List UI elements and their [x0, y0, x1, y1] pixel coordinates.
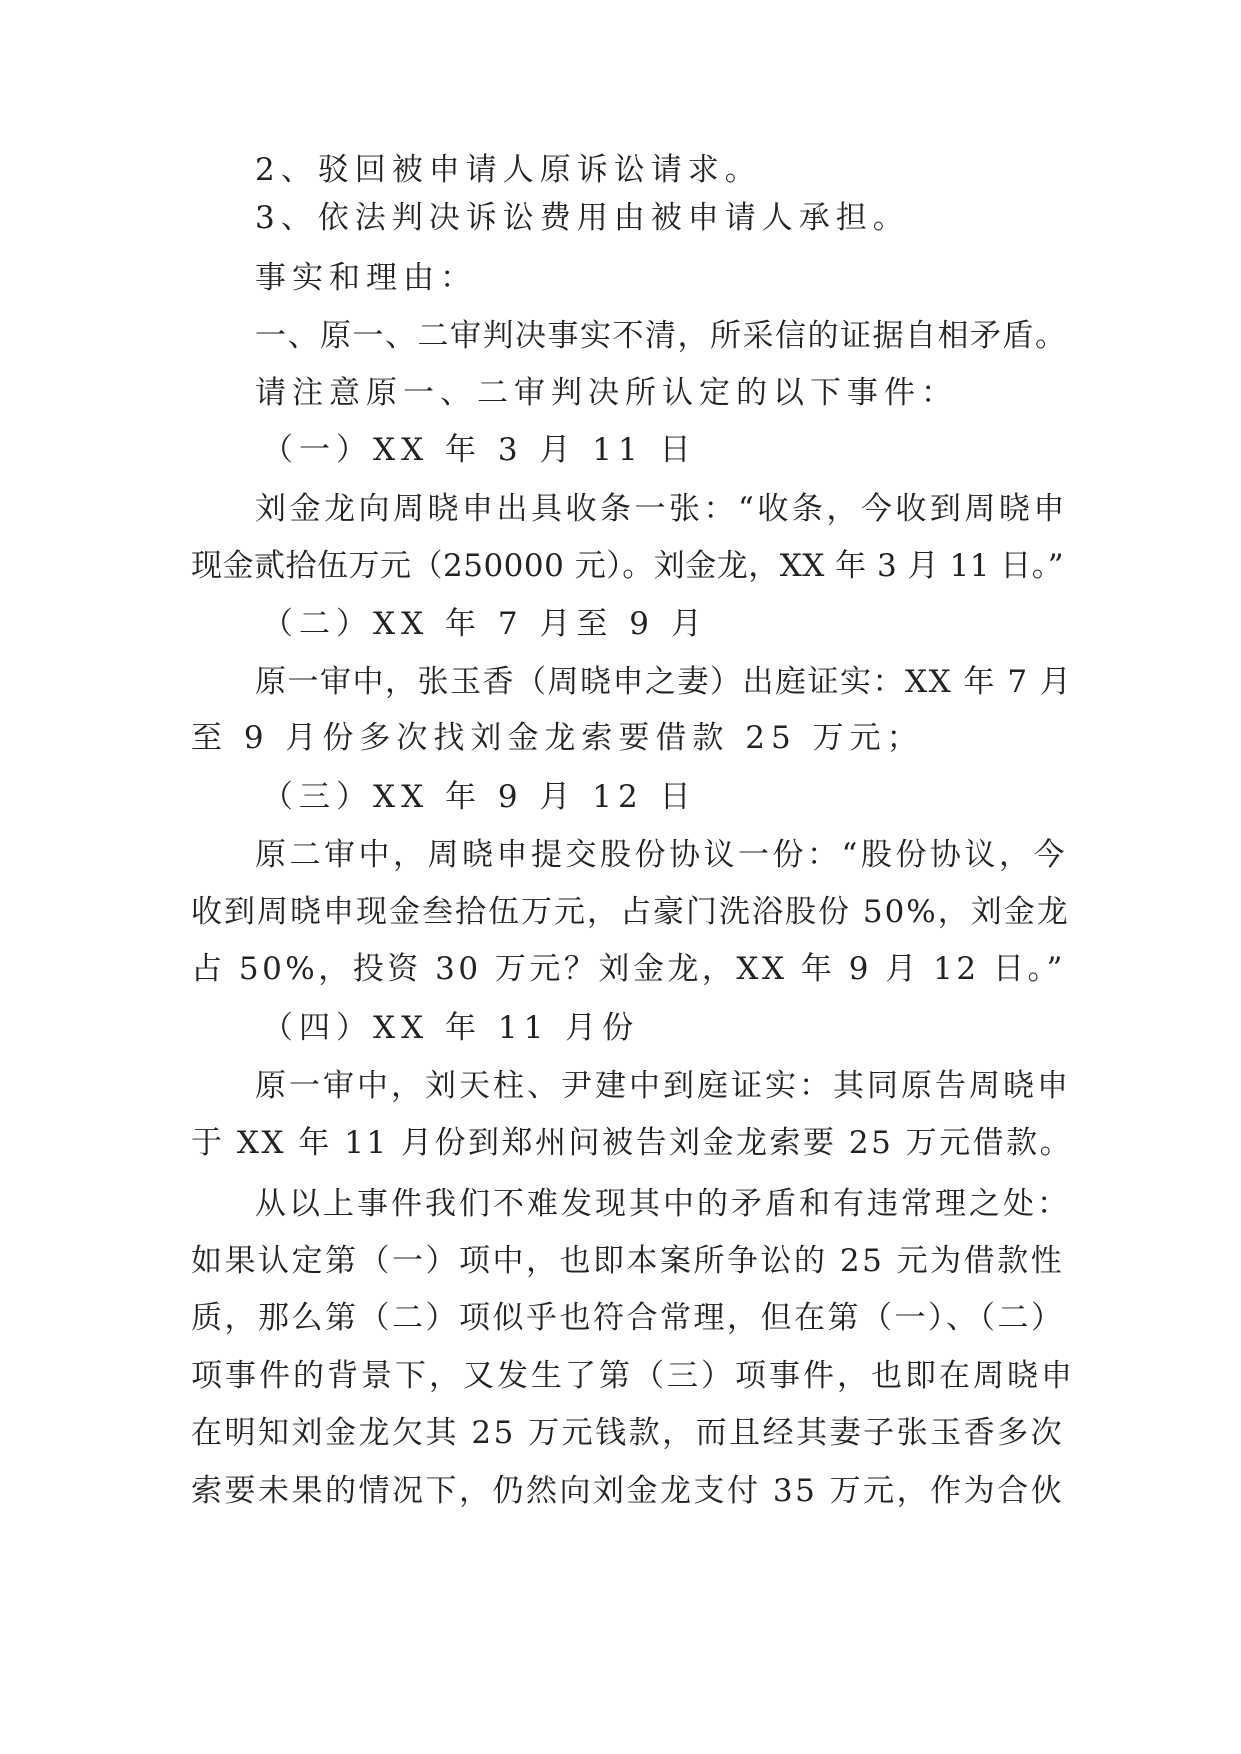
paragraph-line: 如果认定第（一）项中，也即本案所争讼的 25 元为借款性 [191, 1243, 1065, 1279]
event-three-heading: （三）XX 年 9 月 12 日 [262, 779, 697, 815]
paragraph-line: 收到周晓申现金叁拾伍万元，占豪门洗浴股份 50%，刘金龙 [191, 894, 1070, 930]
paragraph-line: 现金贰拾伍万元（250000 元）。刘金龙，XX 年 3 月 11 日。” [191, 548, 1065, 584]
event-two-heading: （二）XX 年 7 月至 9 月 [262, 606, 708, 642]
paragraph-line: 至 9 月份多次找刘金龙索要借款 25 万元； [191, 720, 924, 756]
request-item-2: 2、驳回被申请人原诉讼请求。 [255, 152, 762, 188]
request-item-3: 3、依法判决诉讼费用由被申请人承担。 [255, 200, 910, 236]
event-one-heading: （一）XX 年 3 月 11 日 [262, 432, 697, 468]
paragraph-line: 从以上事件我们不难发现其中的矛盾和有违常理之处： [255, 1186, 1071, 1222]
paragraph-line: 原一审中，刘天柱、尹建中到庭证实：其同原告周晓申 [255, 1068, 1071, 1104]
paragraph-line: 项事件的背景下，又发生了第（三）项事件，也即在周晓申 [191, 1358, 1075, 1394]
section-one-heading: 一、原一、二审判决事实不清，所采信的证据自相矛盾。 [255, 318, 1068, 354]
event-four-heading: （四）XX 年 11 月份 [262, 1010, 640, 1046]
paragraph-line: 索要未果的情况下，仍然向刘金龙支付 35 万元，作为合伙 [191, 1473, 1065, 1509]
paragraph-line: 原一审中，张玉香（周晓申之妻）出庭证实：XX 年 7 月 [255, 664, 1073, 700]
paragraph-line: 于 XX 年 11 月份到郑州问被告刘金龙索要 25 万元借款。 [191, 1125, 1074, 1161]
paragraph-line: 质，那么第（二）项似乎也符合常理，但在第（一）、（二） [191, 1300, 1065, 1336]
paragraph-line: 刘金龙向周晓申出具收条一张：“收条，今收到周晓申 [255, 491, 1068, 527]
paragraph-line: 请注意原一、二审判决所认定的以下事件： [255, 375, 958, 411]
paragraph-line: 原二审中，周晓申提交股份协议一份：“股份协议，今 [255, 837, 1068, 873]
paragraph-line: 在明知刘金龙欠其 25 万元钱款，而且经其妻子张玉香多次 [191, 1415, 1065, 1451]
facts-heading: 事实和理由： [255, 260, 477, 296]
paragraph-line: 占 50%，投资 30 万元？刘金龙，XX 年 9 月 12 日。” [191, 951, 1066, 987]
